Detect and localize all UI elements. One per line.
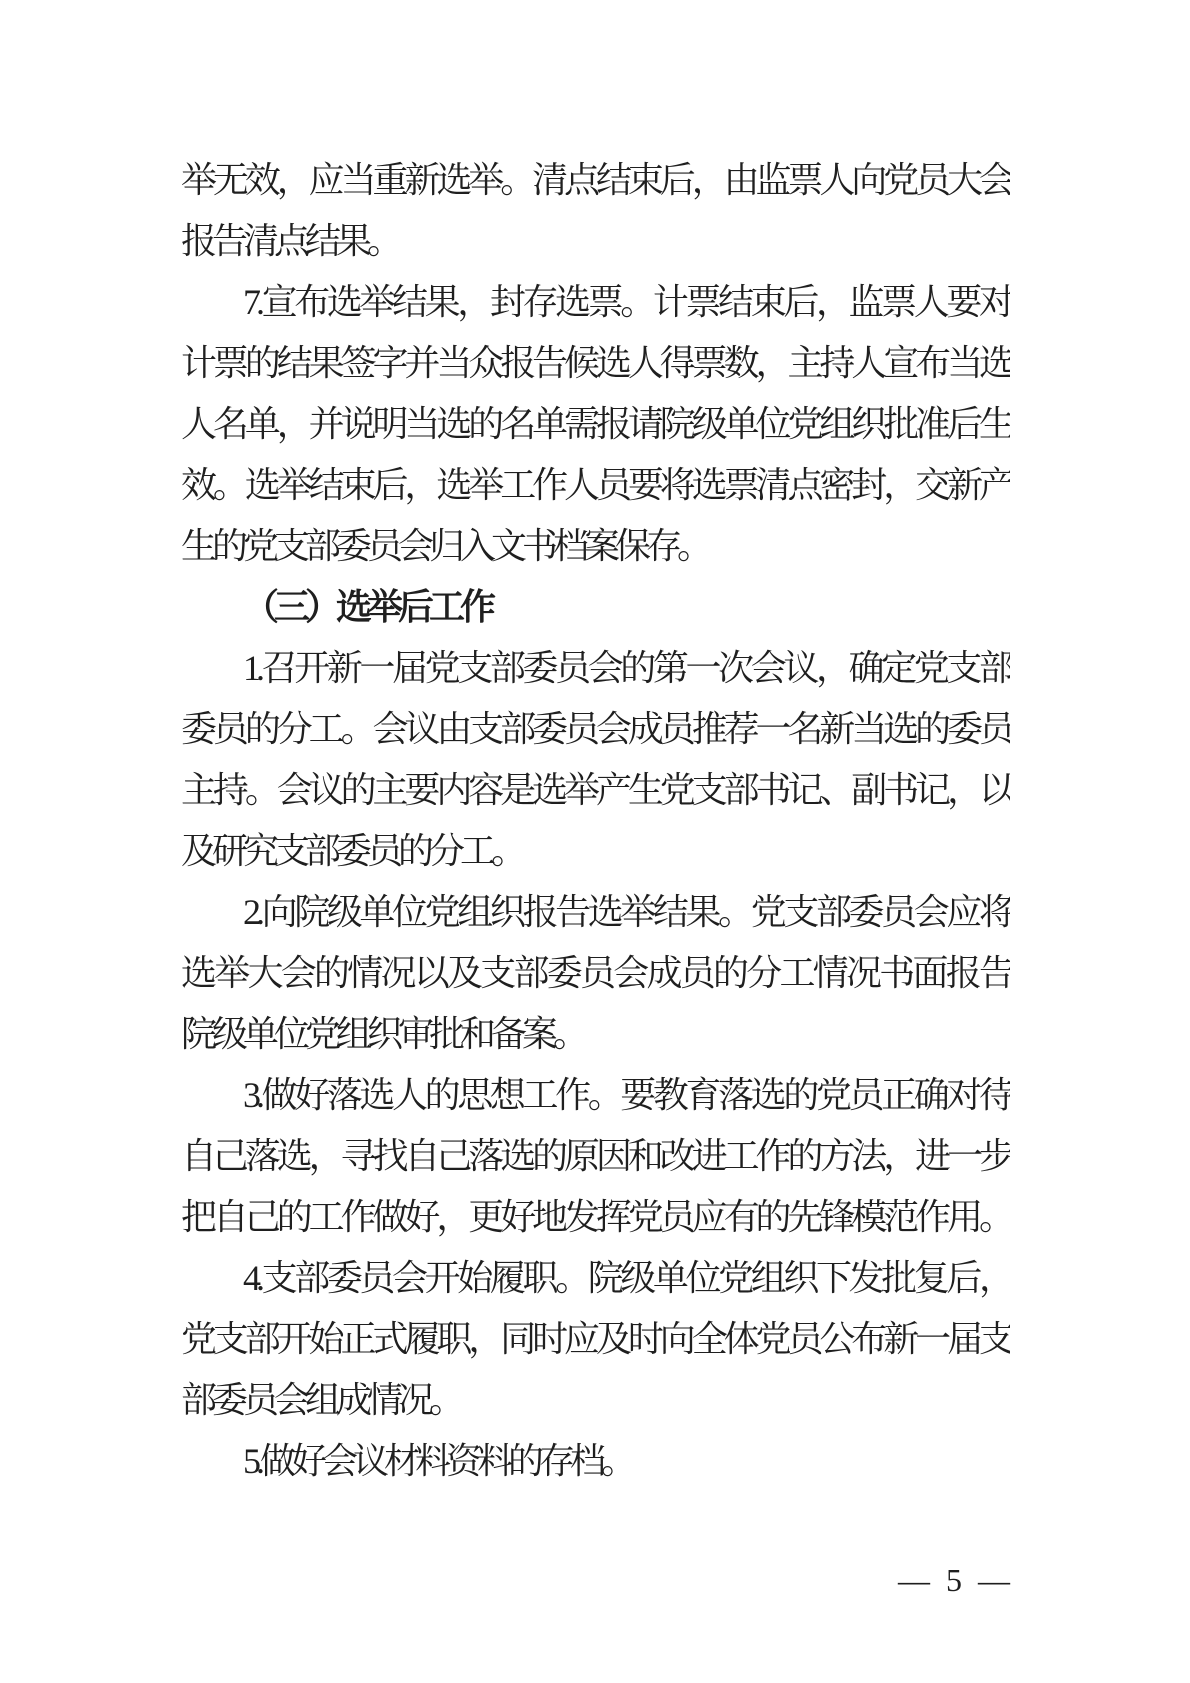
text-line: 3.做好落选人的思想工作。要教育落选的党员正确对待 — [243, 1075, 1010, 1115]
text-line: 7.宣布选举结果，封存选票。计票结束后，监票人要对 — [243, 282, 1010, 322]
text-line: 举无效，应当重新选举。清点结束后，由监票人向党员大会 — [181, 160, 1010, 200]
text-line: 主持。会议的主要内容是选举产生党支部书记、副书记，以 — [181, 770, 1010, 810]
text-line: 生的党支部委员会归入文书档案保存。 — [181, 526, 709, 566]
page-number: — 5 — — [898, 1562, 1010, 1598]
section-heading: （三）选举后工作 — [243, 587, 492, 627]
document-body — [181, 150, 1010, 1492]
text-line: 把自己的工作做好，更好地发挥党员应有的先锋模范作用。 — [181, 1197, 1010, 1237]
text-line: 委员的分工。会议由支部委员会成员推荐一名新当选的委员 — [181, 709, 1010, 749]
text-line: 自己落选，寻找自己落选的原因和改进工作的方法，进一步 — [181, 1136, 1010, 1176]
text-line: 党支部开始正式履职，同时应及时向全体党员公布新一届支 — [181, 1319, 1010, 1359]
text-line: 计票的结果签字并当众报告候选人得票数，主持人宣布当选 — [181, 343, 1010, 383]
text-line: 选举大会的情况以及支部委员会成员的分工情况书面报告 — [181, 953, 1010, 993]
text-line: 5.做好会议材料资料的存档。 — [243, 1441, 633, 1481]
text-line: 1.召开新一届党支部委员会的第一次会议，确定党支部 — [243, 648, 1010, 688]
text-line: 人名单，并说明当选的名单需报请院级单位党组织批准后生 — [181, 404, 1010, 444]
text-line: 效。选举结束后，选举工作人员要将选票清点密封，交新产 — [181, 465, 1010, 505]
text-line: 院级单位党组织审批和备案。 — [181, 1014, 585, 1054]
text-line: 4.支部委员会开始履职。院级单位党组织下发批复后， — [243, 1258, 1010, 1298]
text-line: 报告清点结果。 — [181, 221, 399, 261]
text-line: 部委员会组成情况。 — [181, 1380, 461, 1420]
text-line: 及研究支部委员的分工。 — [181, 831, 523, 871]
text-line: 2.向院级单位党组织报告选举结果。党支部委员会应将 — [243, 892, 1010, 932]
